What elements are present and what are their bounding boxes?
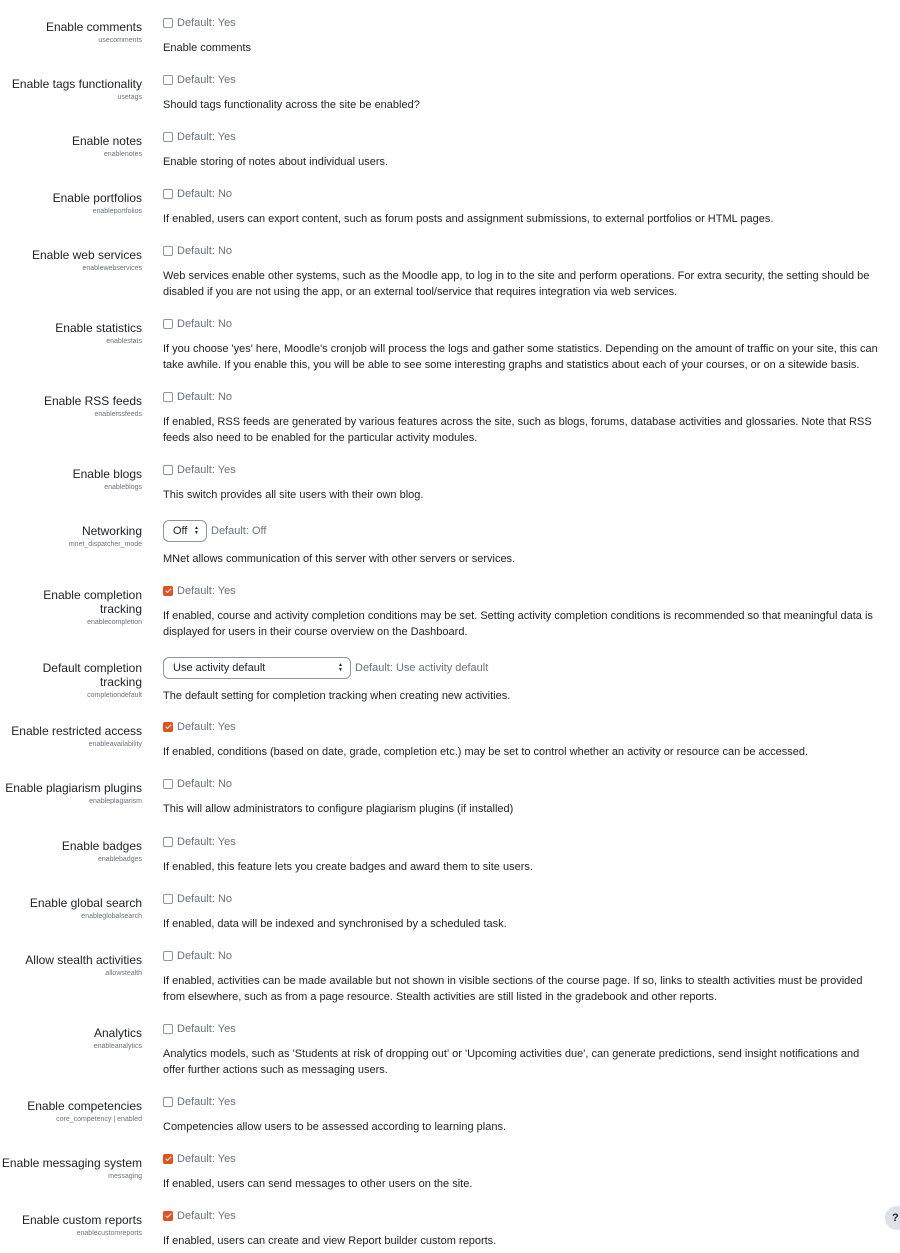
setting-control-group <box>163 653 888 704</box>
checkbox[interactable] <box>163 1024 173 1034</box>
setting-control-line <box>163 239 888 263</box>
setting-control-group <box>163 580 888 640</box>
setting-control-group <box>163 183 888 227</box>
setting-label-group <box>0 313 142 346</box>
setting-key: usecomments <box>98 37 142 44</box>
setting-control-group <box>163 1148 888 1192</box>
setting-control-line <box>163 68 888 92</box>
checkbox[interactable] <box>163 894 173 904</box>
setting-description: If enabled, conditions (based on date, grade, completion etc.) may be set to control whether an activity or resource can be accessed. <box>163 746 809 758</box>
setting-key: enablecompletion <box>87 619 142 626</box>
setting-description: Enable comments <box>163 42 252 54</box>
default-value-note: Default: Yes <box>177 131 236 143</box>
checkbox[interactable] <box>163 951 173 961</box>
setting-key: enableblogs <box>104 484 142 491</box>
setting-label: Enable custom reports <box>21 1213 142 1227</box>
checkbox-checked[interactable] <box>163 586 173 596</box>
setting-label: Enable blogs <box>72 467 142 481</box>
checkbox[interactable] <box>163 779 173 789</box>
checkbox[interactable] <box>163 1097 173 1107</box>
setting-control-line <box>163 312 888 336</box>
setting-control-group <box>163 386 888 446</box>
default-value-note: Default: No <box>177 188 233 200</box>
checkbox[interactable] <box>163 189 173 199</box>
setting-control-group <box>163 1018 888 1078</box>
setting-label-group <box>0 183 142 216</box>
setting-key: enableanalytics <box>93 1043 142 1050</box>
checkbox[interactable] <box>163 75 173 85</box>
default-value-note: Default: Yes <box>177 721 236 733</box>
setting-key: enableportfolios <box>92 208 142 215</box>
setting-control-line <box>163 385 888 409</box>
setting-description: The default setting for completion tracking when creating new activities. <box>163 690 511 702</box>
setting-label-group <box>0 888 142 921</box>
setting-label: Networking <box>81 524 142 538</box>
setting-key: enablestats <box>106 338 142 345</box>
setting-control-group <box>163 126 888 170</box>
setting-key: core_competency | enabled <box>56 1116 142 1123</box>
default-value-note: Default: Yes <box>177 464 236 476</box>
setting-control-group <box>163 516 888 567</box>
setting-label-group <box>0 459 142 492</box>
setting-key: mnet_dispatcher_mode <box>68 541 142 548</box>
setting-label: Enable portfolios <box>52 191 142 205</box>
setting-control-line <box>163 656 888 680</box>
up-down-chevron-icon: ▲ ▼ <box>194 525 199 536</box>
setting-control-group <box>163 459 888 503</box>
setting-description: Web services enable other systems, such as the Moodle app, to log in to the site and perform operations. For extra security, the setting should be disabled if you are not using the app, or an external tool/service that requires integration via web services. <box>163 270 870 298</box>
setting-control-line <box>163 830 888 854</box>
setting-control-group <box>163 313 888 373</box>
setting-control-line <box>163 125 888 149</box>
setting-label-group <box>0 12 142 45</box>
setting-label-group <box>0 1018 142 1051</box>
setting-label: Enable tags functionality <box>11 77 142 91</box>
setting-control-group <box>163 1091 888 1135</box>
setting-control-line <box>163 772 888 796</box>
default-value-note: Default: Yes <box>177 836 236 848</box>
setting-control-line <box>163 944 888 968</box>
setting-description: If you choose 'yes' here, Moodle's cronjob will process the logs and gather some statistics. Depending on the amount of traffic on your site, this can take awhile. If you enable this, you will be able to see some interesting graphs and statistics about each of your courses, or on a sitewide basis. <box>163 343 878 371</box>
setting-description: Competencies allow users to be assessed according to learning plans. <box>163 1121 507 1133</box>
setting-label: Enable restricted access <box>11 724 142 738</box>
setting-key: allowstealth <box>105 970 142 977</box>
setting-label: Default completion tracking <box>42 661 142 689</box>
setting-description: If enabled, activities can be made available but not shown in visible sections of the course page. If so, links to stealth activities must be provided from elsewhere, such as from a page resource. Stealth activities are still listed in the gradebook and other reports. <box>163 975 863 1003</box>
setting-key: enableglobalsearch <box>81 913 142 920</box>
setting-control-line <box>163 715 888 739</box>
default-value-note: Default: No <box>177 893 233 905</box>
setting-label-group <box>0 386 142 419</box>
default-value-note: Default: No <box>177 950 233 962</box>
checkbox-checked[interactable] <box>163 722 173 732</box>
checkbox[interactable] <box>163 132 173 142</box>
setting-control-line <box>163 1147 888 1171</box>
default-value-note: Default: Off <box>211 525 267 537</box>
default-value-note: Default: Yes <box>177 1023 236 1035</box>
select-value: Off <box>173 525 188 537</box>
setting-label-group <box>0 580 142 627</box>
setting-label-group <box>0 773 142 806</box>
setting-key: enablewebservices <box>82 265 142 272</box>
select-completiondefault[interactable] <box>163 657 351 679</box>
setting-control-group <box>163 888 888 932</box>
setting-key: enableavailability <box>88 741 142 748</box>
setting-label: Enable web services <box>31 248 142 262</box>
setting-description: Enable storing of notes about individual users. <box>163 156 389 168</box>
checkbox[interactable] <box>163 319 173 329</box>
default-value-note: Default: Yes <box>177 17 236 29</box>
setting-control-line <box>163 579 888 603</box>
checkbox[interactable] <box>163 18 173 28</box>
setting-label: Enable plagiarism plugins <box>5 781 142 795</box>
setting-description: If enabled, users can create and view Report builder custom reports. <box>163 1235 497 1247</box>
setting-label-group <box>0 516 142 549</box>
setting-control-group <box>163 831 888 875</box>
default-value-note: Default: Yes <box>177 1153 236 1165</box>
setting-label: Allow stealth activities <box>25 953 142 967</box>
setting-label-group <box>0 126 142 159</box>
setting-control-group <box>163 69 888 113</box>
default-value-note: Default: Yes <box>177 585 236 597</box>
setting-label-group <box>0 945 142 978</box>
setting-label-group <box>0 69 142 102</box>
default-value-note: Default: No <box>177 245 233 257</box>
setting-control-group <box>163 240 888 300</box>
setting-key: usetags <box>117 94 142 101</box>
setting-description: This switch provides all site users with their own blog. <box>163 489 424 501</box>
setting-label: Enable statistics <box>55 321 142 335</box>
default-value-note: Default: No <box>177 391 233 403</box>
setting-description: This will allow administrators to configure plagiarism plugins (if installed) <box>163 803 514 815</box>
setting-control-line <box>163 1204 888 1228</box>
setting-description: Should tags functionality across the site be enabled? <box>163 99 420 111</box>
setting-control-group <box>163 716 888 760</box>
setting-label: Enable comments <box>45 20 142 34</box>
question-icon: ? <box>892 1212 899 1224</box>
setting-control-group <box>163 1205 888 1249</box>
checkbox[interactable] <box>163 837 173 847</box>
setting-control-line <box>163 1090 888 1114</box>
setting-key: enablecustomreports <box>76 1230 142 1237</box>
setting-label: Enable global search <box>29 896 142 910</box>
setting-description: Analytics models, such as 'Students at risk of dropping out' or 'Upcoming activities due', can generate predictions, send insight notifications and offer further actions such as messaging users. <box>163 1048 860 1076</box>
checkbox[interactable] <box>163 465 173 475</box>
setting-control-group <box>163 945 888 1005</box>
setting-control-line <box>163 182 888 206</box>
default-value-note: Default: No <box>177 778 233 790</box>
setting-control-line <box>163 1017 888 1041</box>
setting-description: If enabled, users can export content, such as forum posts and assignment submissions, to external portfolios or HTML pages. <box>163 213 774 225</box>
setting-key: enablenotes <box>103 151 142 158</box>
checkbox[interactable] <box>163 246 173 256</box>
setting-label-group <box>0 831 142 864</box>
checkbox[interactable] <box>163 392 173 402</box>
setting-control-line <box>163 887 888 911</box>
setting-label: Enable RSS feeds <box>43 394 142 408</box>
setting-label-group <box>0 1091 142 1124</box>
setting-description: If enabled, RSS feeds are generated by various features across the site, such as blogs, forums, database activities and glossaries. Note that RSS feeds also need to be enabled for the particular activity modules. <box>163 416 872 444</box>
setting-label-group <box>0 653 142 700</box>
setting-description: If enabled, data will be indexed and synchronised by a scheduled task. <box>163 918 507 930</box>
setting-label: Analytics <box>93 1026 142 1040</box>
setting-key: enableplagiarism <box>89 798 142 805</box>
checkbox-checked[interactable] <box>163 1211 173 1221</box>
default-value-note: Default: Yes <box>177 1210 236 1222</box>
setting-label: Enable completion tracking <box>43 588 142 616</box>
setting-description: If enabled, this feature lets you create badges and award them to site users. <box>163 861 533 873</box>
setting-label: Enable badges <box>61 839 142 853</box>
default-value-note: Default: Use activity default <box>355 662 489 674</box>
select-value: Use activity default <box>173 662 266 674</box>
setting-label-group <box>0 240 142 273</box>
setting-control-line <box>163 11 888 35</box>
default-value-note: Default: No <box>177 318 233 330</box>
default-value-note: Default: Yes <box>177 1096 236 1108</box>
setting-control-line <box>163 458 888 482</box>
setting-key: enablerssfeeds <box>94 411 142 418</box>
checkbox-checked[interactable] <box>163 1154 173 1164</box>
setting-label-group <box>0 716 142 749</box>
default-value-note: Default: Yes <box>177 74 236 86</box>
setting-key: completiondefault <box>87 692 142 699</box>
setting-label: Enable competencies <box>27 1099 142 1113</box>
select-mnet-dispatcher-mode[interactable] <box>163 520 207 542</box>
setting-description: If enabled, users can send messages to other users on the site. <box>163 1178 473 1190</box>
setting-control-line <box>163 519 888 543</box>
setting-key: enablebadges <box>98 856 142 863</box>
setting-control-group <box>163 12 888 56</box>
up-down-chevron-icon: ▲ ▼ <box>338 662 343 673</box>
setting-label: Enable messaging system <box>1 1156 142 1170</box>
setting-description: MNet allows communication of this server with other servers or services. <box>163 553 516 565</box>
setting-label: Enable notes <box>71 134 142 148</box>
setting-key: messaging <box>108 1173 142 1180</box>
setting-label-group <box>0 1148 142 1181</box>
setting-label-group <box>0 1205 142 1238</box>
setting-control-group <box>163 773 888 817</box>
setting-description: If enabled, course and activity completion conditions may be set. Setting activity completion conditions is recommended so that meaningful data is displayed for users in their course overview on the Dashboard. <box>163 610 873 638</box>
